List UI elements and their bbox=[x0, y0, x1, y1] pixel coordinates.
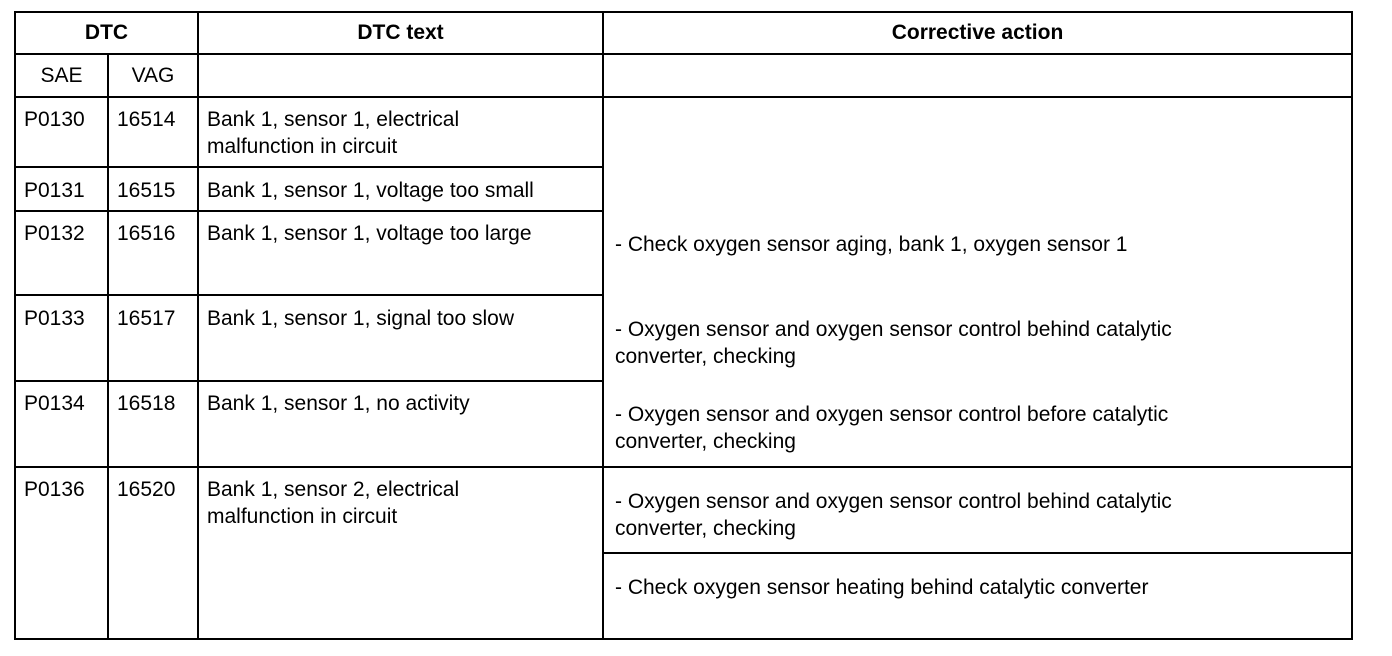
row-1-text-line1: Bank 1, sensor 1, electrical bbox=[207, 108, 460, 131]
row-6-sae: P0136 bbox=[24, 478, 85, 501]
row-4-text-line1: Bank 1, sensor 1, signal too slow bbox=[207, 307, 515, 330]
table-border-top bbox=[14, 11, 1353, 13]
header-corrective-action: Corrective action bbox=[891, 21, 1064, 44]
header-vag: VAG bbox=[131, 64, 175, 87]
action-2-line2: converter, checking bbox=[615, 345, 796, 368]
action-1-line1: - Check oxygen sensor aging, bank 1, oxygen sensor 1 bbox=[615, 233, 1128, 256]
row-4-vag: 16517 bbox=[117, 307, 176, 330]
row-4-sae: P0133 bbox=[24, 307, 85, 330]
header-divider-title bbox=[199, 53, 1353, 55]
action-4-line1: - Oxygen sensor and oxygen sensor control behind catalytic bbox=[615, 490, 1172, 513]
row-5-vag: 16518 bbox=[117, 392, 176, 415]
row-2-text-line1: Bank 1, sensor 1, voltage too small bbox=[207, 179, 534, 202]
row-3-vag: 16516 bbox=[117, 222, 176, 245]
row-6-vag: 16520 bbox=[117, 478, 176, 501]
row-3-text-line1: Bank 1, sensor 1, voltage too large bbox=[207, 222, 532, 245]
row-6-text-line1: Bank 1, sensor 2, electrical bbox=[207, 478, 460, 501]
row-2-vag: 16515 bbox=[117, 179, 176, 202]
header-bottom bbox=[14, 96, 1353, 98]
row-5-text-line1: Bank 1, sensor 1, no activity bbox=[207, 392, 470, 415]
header-sae: SAE bbox=[40, 64, 83, 87]
col-divider-sae-vag bbox=[107, 53, 109, 640]
action-2-line1: - Oxygen sensor and oxygen sensor control behind catalytic bbox=[615, 318, 1172, 341]
row-1-text-line2: malfunction in circuit bbox=[207, 135, 398, 158]
table-border-right bbox=[1351, 11, 1353, 640]
table-border-bottom bbox=[14, 638, 1353, 640]
row-divider-4 bbox=[14, 380, 604, 382]
row-3-sae: P0132 bbox=[24, 222, 85, 245]
table-border-left bbox=[14, 11, 16, 640]
action-4-line2: converter, checking bbox=[615, 517, 796, 540]
action-5-line1: - Check oxygen sensor heating behind catalytic converter bbox=[615, 576, 1149, 599]
header-dtc: DTC bbox=[84, 21, 129, 44]
col-divider-vag-text bbox=[197, 11, 199, 640]
action-divider bbox=[603, 552, 1353, 554]
row-divider-3 bbox=[14, 294, 604, 296]
row-2-sae: P0131 bbox=[24, 179, 85, 202]
row-1-vag: 16514 bbox=[117, 108, 176, 131]
action-3-line2: converter, checking bbox=[615, 430, 796, 453]
action-3-line1: - Oxygen sensor and oxygen sensor control before catalytic bbox=[615, 403, 1169, 426]
row-6-text-line2: malfunction in circuit bbox=[207, 505, 398, 528]
row-divider-1 bbox=[14, 166, 604, 168]
col-divider-text-action bbox=[602, 11, 604, 640]
row-divider-5 bbox=[14, 466, 1353, 468]
row-divider-2 bbox=[14, 210, 604, 212]
row-1-sae: P0130 bbox=[24, 108, 85, 131]
header-dtc-text: DTC text bbox=[357, 21, 444, 44]
row-5-sae: P0134 bbox=[24, 392, 85, 415]
